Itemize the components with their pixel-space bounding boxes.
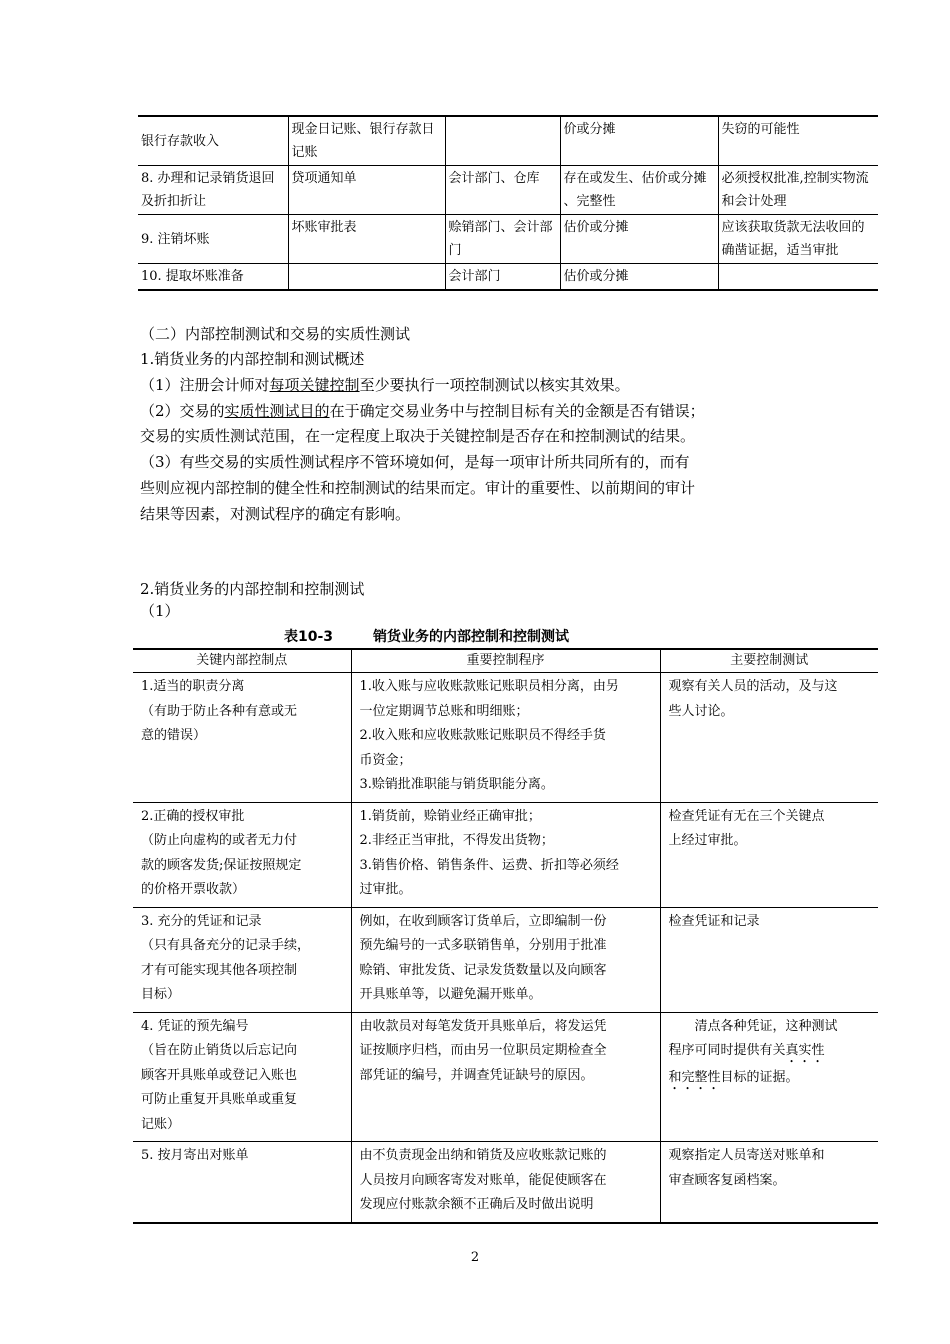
cell-line: 可防止重复开具账单或重复 <box>141 1092 298 1107</box>
table-cell: 会计部门 <box>445 264 560 291</box>
cell-line: 观察指定人员寄送对账单和 <box>668 1148 825 1163</box>
table-cell <box>445 116 560 166</box>
table-cell: 估价或分摊 <box>560 264 718 291</box>
paragraph-3: （3）有些交易的实质性测试程序不管环境如何，是每一项审计所共同所有的，而有 <box>140 453 690 471</box>
underlined-text: 每项关键控制 <box>269 376 360 394</box>
cell-line: 赊销、审批发货、记录发货数量以及向顾客 <box>359 962 607 978</box>
cell-line: 1.适当的职责分离 <box>141 679 245 694</box>
cell-line: 3.销售价格、销售条件、运费、折扣等必须经 <box>359 857 619 873</box>
table-cell <box>133 1142 351 1223</box>
table-cell <box>660 802 878 907</box>
cell-line: 币资金； <box>359 752 412 768</box>
text: 至少要执行一项控制测试以核实其效果。 <box>359 376 630 394</box>
emphasized-text: 和完整性 <box>668 1070 721 1085</box>
table-cell: 会计部门、仓库 <box>445 166 560 215</box>
table-cell <box>133 673 351 803</box>
table-row <box>133 1012 878 1142</box>
table-row <box>133 1142 878 1223</box>
table-cell: 赊销部门、会计部门 <box>445 215 560 264</box>
page-number: 2 <box>470 1250 480 1265</box>
table-cell: 应该获取货款无法收回的确凿证据，适当审批 <box>718 215 878 264</box>
cell-line: 款的顾客发货;保证按照规定 <box>141 857 302 873</box>
table-cell <box>351 907 660 1012</box>
cell-line: （防止向虚构的或者无力付 <box>141 833 298 848</box>
table-row <box>133 907 878 1012</box>
table-cell <box>351 1012 660 1142</box>
table-cell: 现金日记账、银行存款日记账 <box>288 116 445 166</box>
cell-line: 些人讨论。 <box>668 703 734 719</box>
cell-line: 清点各种凭证，这种测试 <box>668 1018 838 1034</box>
cell-line: 3.赊销批准职能与销货职能分离。 <box>359 777 554 792</box>
cell-line: 由收款员对每笔发货开具账单后，将发运凭 <box>359 1018 607 1034</box>
cell-line: 开具账单等，以避免漏开账单。 <box>359 987 542 1002</box>
text: （1）注册会计师对 <box>140 376 270 394</box>
table-cell <box>351 1142 660 1223</box>
cell-line: 发现应付账款余额不正确后及时做出说明 <box>359 1197 594 1212</box>
cell-line: 证按顺序归档，而由另一位职员定期检查全 <box>359 1043 607 1058</box>
table-cell <box>660 1142 878 1223</box>
cell-line: 预先编号的一式多联销售单，分别用于批准 <box>359 938 607 953</box>
cell-line: 目标） <box>141 987 181 1002</box>
cell-line: 意的错误） <box>141 728 207 743</box>
table-cell <box>133 1012 351 1142</box>
paragraph-3-cont: 结果等因素，对测试程序的确定有影响。 <box>140 505 411 523</box>
table-row <box>138 264 878 291</box>
table-number: 表10-3 <box>284 629 334 645</box>
emphasized-text: 真实性 <box>785 1043 825 1058</box>
table-cell <box>133 802 351 907</box>
table-cell: 贷项通知单 <box>288 166 445 215</box>
cell-line: 例如，在收到顾客订货单后，立即编制一份 <box>359 913 607 929</box>
cell-line: 1.收入账与应收账款账记账职员相分离，由另 <box>359 679 619 694</box>
cell-line: 1.销货前，赊销业经正确审批； <box>359 808 541 824</box>
table-caption <box>284 626 569 646</box>
cell-line <box>669 1039 873 1066</box>
cell-line: 人员按月向顾客寄发对账单，能促使顾客在 <box>359 1172 607 1188</box>
cell-line: （只有具备充分的记录手续， <box>141 938 311 953</box>
cell-line: 一位定期调节总账和明细账； <box>359 703 529 719</box>
cell-line: 顾客开具账单或登记入账也 <box>141 1067 298 1083</box>
table-cell <box>351 802 660 907</box>
table-cell <box>718 264 878 291</box>
table-row <box>138 215 878 264</box>
cell-line: 部凭证的编号，并调查凭证缺号的原因。 <box>359 1067 594 1083</box>
table-row <box>133 673 878 803</box>
cell-line: 过审批。 <box>359 882 412 897</box>
internal-control-table <box>133 648 878 1224</box>
subsection-title: 1.销货业务的内部控制和测试概述 <box>140 350 365 368</box>
paragraph-2-cont: 交易的实质性测试范围，在一定程度上取决于关键控制是否存在和控制测试的结果。 <box>140 427 696 445</box>
table-cell: 失窃的可能性 <box>718 116 878 166</box>
table-cell: 8. 办理和记录销货退回及折扣折让 <box>138 166 288 215</box>
text: 在于确定交易业务中与控制目标有关的金额是否有错误； <box>329 402 705 420</box>
paragraph-1 <box>140 373 780 398</box>
cell-line: 记账） <box>141 1116 181 1132</box>
cell-line: 观察有关人员的活动，及与这 <box>668 679 838 694</box>
text: （2）交易的 <box>140 402 225 420</box>
table-cell: 必须授权批准,控制实物流和会计处理 <box>718 166 878 215</box>
table-row <box>133 802 878 907</box>
cell-line: 的价格开票收款） <box>141 882 246 897</box>
subsection-title: 2.销货业务的内部控制和控制测试 <box>140 580 365 598</box>
table-title: 销货业务的内部控制和控制测试 <box>373 629 570 645</box>
section-heading: （二）内部控制测试和交易的实质性测试 <box>140 325 411 343</box>
cell-line: 4. 凭证的预先编号 <box>141 1018 249 1034</box>
cell-line: 检查凭证和记录 <box>668 913 760 929</box>
table-cell <box>351 673 660 803</box>
cell-line: 2.收入账和应收账款账记账职员不得经手货 <box>359 728 606 743</box>
cell-line: 检查凭证有无在三个关键点 <box>668 808 825 824</box>
paragraph-3-cont: 些则应视内部控制的健全性和控制测试的结果而定。审计的重要性、以前期间的审计 <box>140 479 696 497</box>
cell-line: 上经过审批。 <box>668 833 747 848</box>
table-cell <box>288 264 445 291</box>
cell-line: （旨在防止销货以后忘记向 <box>141 1043 298 1058</box>
table-cell: 10. 提取坏账准备 <box>138 264 288 291</box>
table-header-row <box>133 649 878 673</box>
table-cell: 存在或发生、估价或分摊 、完整性 <box>560 166 718 215</box>
cell-line: 3. 充分的凭证和记录 <box>141 913 262 929</box>
table-cell <box>660 907 878 1012</box>
text: 程序可同时提供有关 <box>668 1043 786 1058</box>
cell-line: 由不负责现金出纳和销货及应收账款记账的 <box>359 1148 607 1163</box>
table-cell: 估价或分摊 <box>560 215 718 264</box>
table-cell: 价或分摊 <box>560 116 718 166</box>
cell-line: 5. 按月寄出对账单 <box>141 1148 249 1163</box>
column-header: 重要控制程序 <box>351 649 660 673</box>
item-label: （1） <box>140 602 180 620</box>
table-row <box>138 116 878 166</box>
cell-line <box>669 1066 873 1093</box>
table-cell: 9. 注销坏账 <box>138 215 288 264</box>
underlined-text: 实质性测试目的 <box>224 402 330 420</box>
cell-line: 才有可能实现其他各项控制 <box>141 962 298 978</box>
paragraph-2 <box>140 399 780 424</box>
table-cell <box>660 1012 878 1142</box>
table-row <box>138 166 878 215</box>
table-cell: 银行存款收入 <box>138 116 288 166</box>
column-header: 关键内部控制点 <box>133 649 351 673</box>
table-cell <box>660 673 878 803</box>
column-header: 主要控制测试 <box>660 649 878 673</box>
audit-objectives-table-continued <box>138 115 878 291</box>
cell-line: 2.非经正当审批，不得发出货物； <box>359 833 554 848</box>
cell-line: （有助于防止各种有意或无 <box>141 703 298 719</box>
table-cell: 坏账审批表 <box>288 215 445 264</box>
table-cell <box>133 907 351 1012</box>
text: 目标的证据。 <box>720 1070 799 1085</box>
cell-line: 审查顾客复函档案。 <box>668 1172 786 1188</box>
cell-line: 2.正确的授权审批 <box>141 808 245 824</box>
